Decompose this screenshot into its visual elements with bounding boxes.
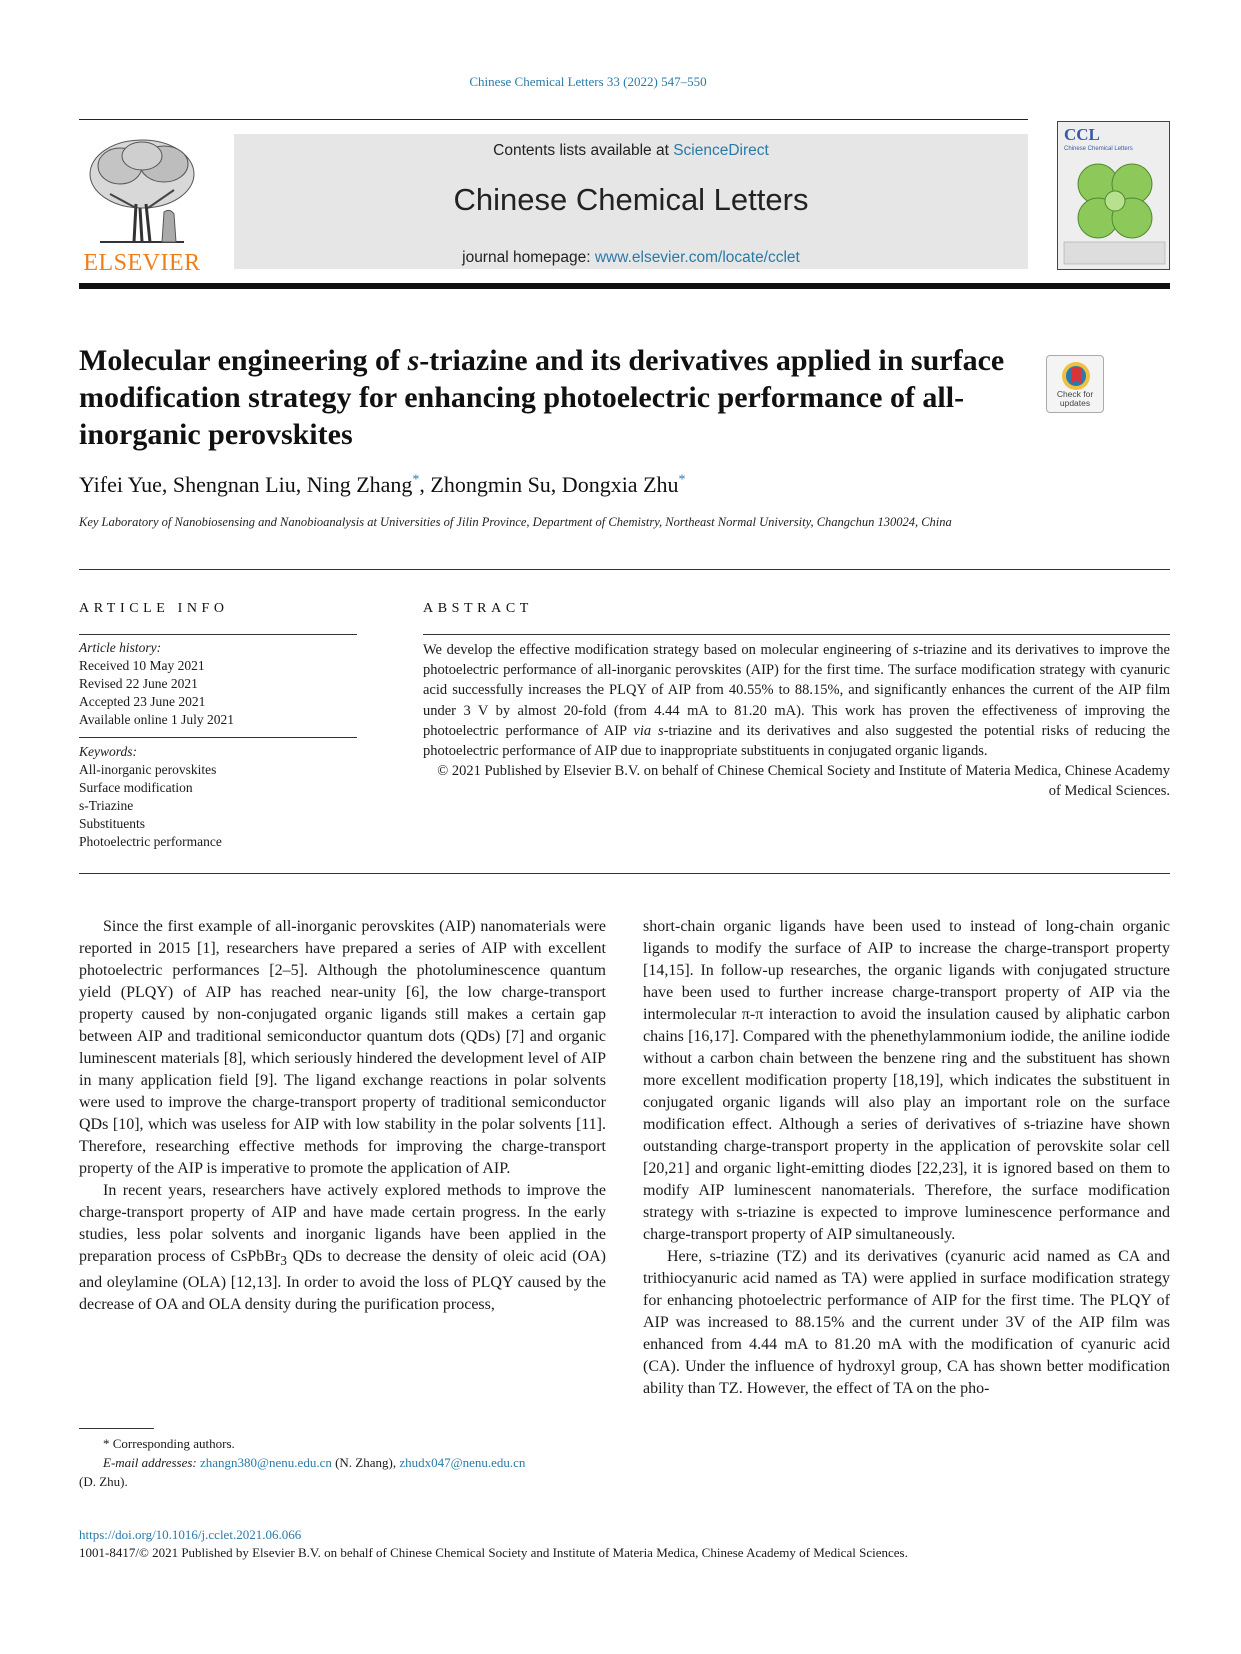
email-line — [79, 1453, 606, 1472]
footnote — [79, 1434, 606, 1491]
keyword-item: Substituents — [79, 816, 146, 831]
keyword-item: s-Triazine — [79, 798, 134, 813]
article-title — [79, 342, 1039, 453]
history-item: Received 10 May 2021 — [79, 658, 205, 673]
body-text: QDs to decrease the density of oleic acid (OA) and oleylamine (OLA) [12,13]. In order to avoid the loss of PLQY caused by the decrease of OA and OLA density during the purification process, — [79, 1248, 606, 1314]
keywords — [79, 743, 357, 851]
abstract-heading: ABSTRACT — [423, 601, 533, 616]
email-link-zhu[interactable]: zhudx047@nenu.edu.cn — [399, 1455, 526, 1470]
body-paragraph: Since the first example of all-inorganic perovskites (AIP) nanomaterials were reported in 2015 [1], researchers have prepared a series of AIP with excellent photoelectric performances [2–5]. Although the photoluminescence quantum yield (PLQY) of AIP has reached near-unity [6], the low charge-transport property caused by non-conjugated organic ligands still makes a certain gap between AIP and traditional semiconductor quantum dots (QDs) [7] and organic luminescent materials [8], which seriously hindered the development level of AIP in many application field [9]. The ligand exchange reactions in polar solvents were used to improve the charge-transport property of traditional semiconductor QDs [10], which was useless for AIP with low stability in the polar solvents [11]. Therefore, researching effective methods for improving the charge-transport property of the AIP is imperative to promote the application of AIP. — [79, 918, 606, 1177]
title-part1: Molecular engineering of — [79, 344, 408, 377]
section-rule — [79, 569, 1170, 570]
author-list — [79, 472, 1079, 498]
authors-part1: Yifei Yue, Shengnan Liu, Ning Zhang — [79, 472, 413, 497]
corresponding-author-marker[interactable]: * — [412, 472, 420, 488]
body-paragraph — [79, 1180, 606, 1316]
body-text: In recent years, researchers have actively explored methods to improve the charge-transport property of AIP and have made certain progress. In the early studies, less polar solvents and inorganic ligands have been applied in the preparation process of CsPbBr — [79, 1182, 606, 1265]
corresponding-note: * Corresponding authors. — [103, 1436, 235, 1451]
homepage-link[interactable]: www.elsevier.com/locate/cclet — [594, 249, 800, 266]
history-label: Article history: — [79, 640, 162, 655]
homepage-prefix: journal homepage: — [462, 249, 595, 266]
contents-prefix: Contents lists available at — [493, 142, 674, 159]
body-paragraph: short-chain organic ligands have been used to instead of long-chain organic ligands to modify the surface of AIP to increase the charge-transport property [14,15]. In follow-up researches, the organic ligands with conjugated structure have been used to further increase charge-transport property of AIP via the intermolecular π-π interaction to avoid the insulation caused by aliphatic carbon chains [16,17]. Compared with the phenethylammonium iodide, the aniline iodide without a carbon chain between the benzene ring and the substituent has shown more excellent modification property [18,19], which indicates the substituent in conjugated organic ligands will also play an important role on the surface modification effect. Although a series of derivatives of s-triazine have shown outstanding charge-transport property in the application of perovskite solar cell [20,21] and organic light-emitting diodes [22,23], it is ignored based on them to modify AIP luminescent nanomaterials. Therefore, the surface modification strategy with s-triazine is expected to improve luminescence performance and charge-transport property of AIP simultaneously. — [643, 918, 1170, 1243]
check-updates-text: Check for updates — [1056, 389, 1094, 408]
keyword-item: Photoelectric performance — [79, 834, 222, 849]
info-rule — [79, 737, 357, 738]
abstract-italic: s — [912, 642, 919, 658]
abstract-italic: via — [633, 722, 652, 739]
cover-subtitle: Chinese Chemical Letters — [1064, 146, 1133, 152]
homepage-line — [234, 249, 1028, 267]
check-for-updates-button[interactable] — [1046, 355, 1104, 413]
journal-banner — [234, 134, 1028, 269]
corresponding-author-marker[interactable]: * — [678, 472, 686, 488]
article-info-heading: ARTICLE INFO — [79, 601, 229, 616]
body-column-right — [643, 916, 1170, 1400]
doi-link[interactable]: https://doi.org/10.1016/j.cclet.2021.06.066 — [79, 1527, 302, 1542]
email-label: E-mail addresses: — [103, 1455, 201, 1470]
body-paragraph: Here, s-triazine (TZ) and its derivatives (cyanuric acid named as CA and trithiocyanuric acid named as TA) were applied in surface modification strategy for enhancing photoelectric performance of AIP for the first time. The PLQY of AIP was increased to 88.15% and the current under 3V of the AIP film was enhanced from 4.44 mA to 81.20 mA with the modification of cyanuric acid (CA). Under the influence of hydroxyl group, CA has shown better modification ability than TZ. However, the effect of TA on the pho- — [643, 1248, 1170, 1397]
subscript: 3 — [280, 1253, 287, 1269]
cover-graphic — [1058, 122, 1170, 270]
top-rule — [79, 119, 1028, 120]
contents-line — [234, 142, 1028, 160]
title-italic: s — [407, 344, 420, 377]
issn-copyright-line: 1001-8417/© 2021 Published by Elsevier B.V. on behalf of Chinese Chemical Society and Institute of Materia Medica, Chinese Academy of Medical Sciences. — [79, 1545, 908, 1560]
abstract-text: -triazine and its derivatives to improve the photoelectric performance of all-inorganic perovskites (AIP) for the first time. The surface modification strategy with cyanuric acid successfully increases the PLQY of AIP from 40.55% to 88.15%, and significantly enhances the current of the AIP film under 3 V by almost 20-fold (from 4.44 mA to 81.20 mA). This work has proven the effectiveness of improving the photoelectric performance of AIP — [423, 642, 1170, 739]
cover-abbrev: CCL — [1064, 125, 1100, 144]
sciencedirect-link[interactable]: ScienceDirect — [673, 142, 769, 159]
journal-cover-thumbnail[interactable] — [1057, 121, 1170, 270]
affiliation: Key Laboratory of Nanobiosensing and Nanobioanalysis at Universities of Jilin Province, Department of Chemistry, Northeast Normal University, Changchun 130024, China — [79, 515, 952, 529]
keyword-item: All-inorganic perovskites — [79, 762, 217, 777]
journal-name: Chinese Chemical Letters — [453, 182, 809, 217]
keyword-item: Surface modification — [79, 780, 193, 795]
authors-part2: , Zhongmin Su, Dongxia Zhu — [419, 472, 679, 497]
email-link-zhang[interactable]: zhangn380@nenu.edu.cn — [200, 1455, 332, 1470]
info-rule — [79, 634, 357, 635]
running-head[interactable]: Chinese Chemical Letters 33 (2022) 547–550 — [469, 74, 707, 89]
abstract-paragraph — [423, 640, 1170, 761]
keywords-label: Keywords: — [79, 744, 137, 759]
section-rule — [79, 873, 1170, 874]
title-part2: -triazine and its derivatives applied in surface modification strategy for enhancing photoelectric performance of all-inorganic perovskites — [79, 344, 1005, 451]
abstract-body — [423, 640, 1170, 802]
abstract-copyright: © 2021 Published by Elsevier B.V. on behalf of Chinese Chemical Society and Institute of Materia Medica, Chinese Academy of Medical Sciences. — [437, 763, 1170, 800]
history-item: Accepted 23 June 2021 — [79, 694, 206, 709]
abstract-italic: s — [657, 722, 664, 739]
footnote-rule — [79, 1428, 154, 1429]
email-name-zhu: (D. Zhu). — [79, 1474, 128, 1489]
article-history — [79, 639, 357, 729]
body-column-left — [79, 916, 606, 1316]
history-item: Available online 1 July 2021 — [79, 712, 234, 727]
abstract-text: -triazine and its derivatives and also suggested the potential risks of reducing the photoelectric performance of AIP due to inappropriate substituents in conjugated organic ligands. — [423, 722, 1170, 760]
abstract-text: We develop the effective modification strategy based on molecular engineering of — [423, 642, 913, 658]
abstract-rule — [423, 634, 1170, 635]
header-thick-rule — [79, 283, 1170, 289]
history-item: Revised 22 June 2021 — [79, 676, 198, 691]
elsevier-wordmark: ELSEVIER — [83, 250, 201, 276]
email-name: (N. Zhang), — [331, 1455, 400, 1470]
